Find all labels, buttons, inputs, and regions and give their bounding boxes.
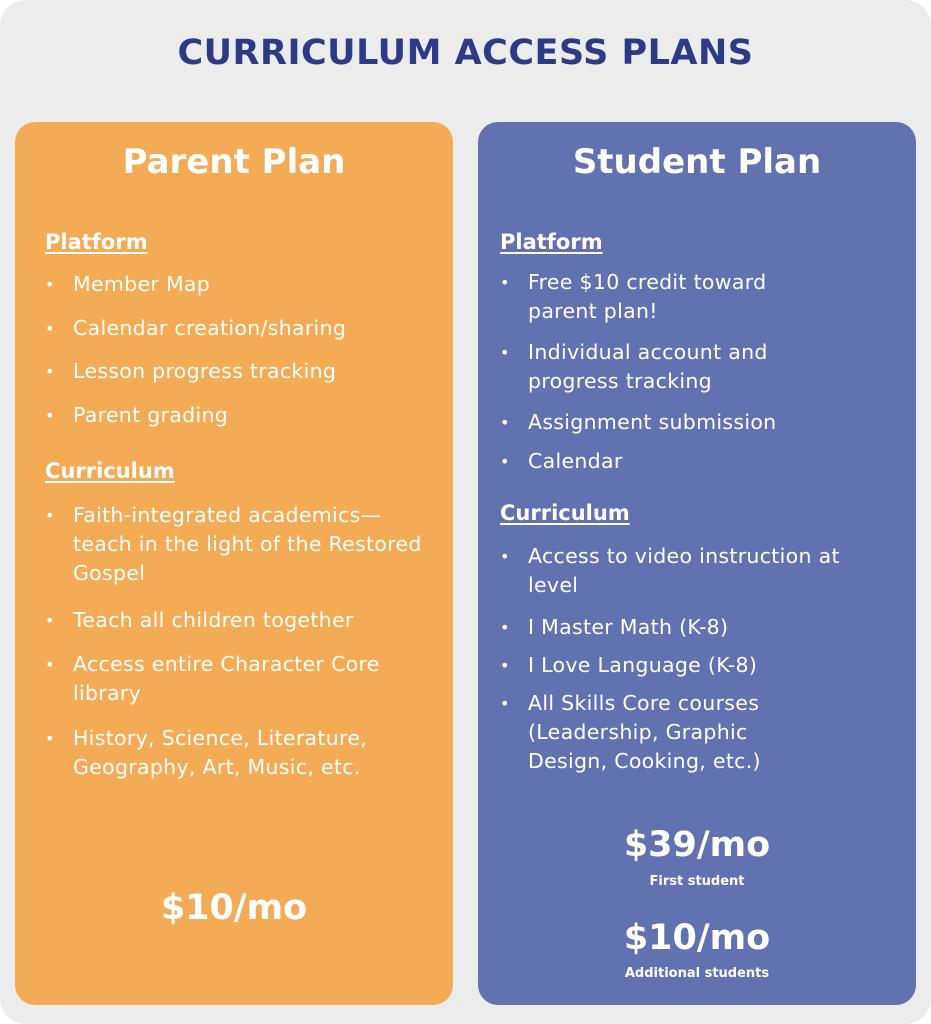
list-item: • Faith-integrated academics—teach in the light of the Restored Gospel	[45, 501, 440, 588]
student-curriculum-heading: Curriculum	[500, 501, 630, 525]
parent-platform-heading: Platform	[45, 230, 148, 254]
list-item: • History, Science, Literature, Geography, Art, Music, etc.	[45, 724, 440, 782]
student-plan-card	[478, 122, 916, 1005]
student-plan-title: Student Plan	[572, 142, 822, 182]
list-item: • Calendar creation/sharing	[45, 314, 445, 343]
list-item: • All Skills Core courses (Leadership, Graphic Design, Cooking, etc.)	[500, 689, 830, 776]
student-platform-heading: Platform	[500, 230, 603, 254]
list-item: • Teach all children together	[45, 606, 445, 635]
list-item: • Access entire Character Core library	[45, 650, 405, 708]
student-price-first: $39/mo	[623, 825, 771, 865]
list-item: • Free $10 credit toward parent plan!	[500, 268, 830, 326]
student-price-additional: $10/mo	[623, 918, 771, 958]
parent-price: $10/mo	[160, 888, 308, 928]
page-title: CURRICULUM ACCESS PLANS	[177, 33, 754, 73]
list-item: • Assignment submission	[500, 408, 910, 437]
list-item: • Lesson progress tracking	[45, 357, 445, 386]
list-item: • Member Map	[45, 270, 445, 299]
list-item: • I Master Math (K-8)	[500, 613, 910, 642]
list-item: • Individual account and progress tracking	[500, 338, 845, 396]
list-item: • Calendar	[500, 447, 910, 476]
student-price-first-note: First student	[649, 874, 745, 889]
parent-curriculum-heading: Curriculum	[45, 459, 175, 483]
list-item: • Parent grading	[45, 401, 445, 430]
student-price-additional-note: Additional students	[624, 966, 770, 981]
parent-plan-card	[15, 122, 453, 1005]
parent-plan-title: Parent Plan	[122, 142, 346, 182]
list-item: • I Love Language (K-8)	[500, 651, 910, 680]
list-item: • Access to video instruction at level	[500, 542, 880, 600]
